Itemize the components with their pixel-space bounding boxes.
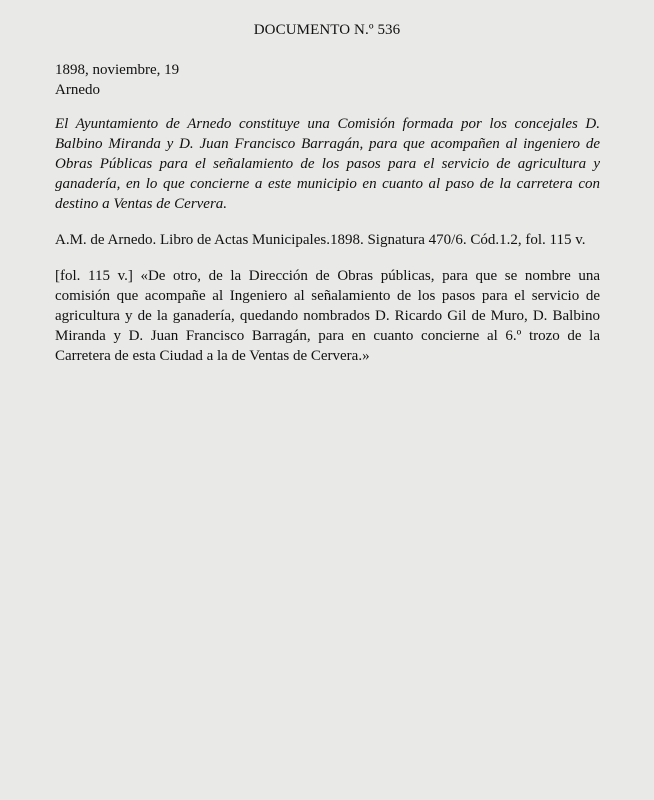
document-title: DOCUMENTO N.º 536 <box>253 22 401 38</box>
document-date: 1898, noviembre, 19 <box>55 62 180 78</box>
document-transcription: [fol. 115 v.] «De otro, de la Dirección de Obras públicas, para que se nombre una comisión que acompañe al Ingeniero al señalamiento de los pasos para el servicio de agricultura y de la ganadería, quedando nombrados D. Ricardo Gil de Muro, D. Balbino Miranda y D. Juan Francisco Barragán, para en cuanto concierne al 6.º trozo de la Carretera de esta Ciudad a la de Ventas de Cervera.» <box>55 268 600 364</box>
document-place: Arnedo <box>55 82 100 98</box>
document-body <box>55 60 600 366</box>
document-summary: El Ayuntamiento de Arnedo constituye una Comisión formada por los concejales D. Balbino Miranda y D. Juan Francisco Barragán, para que acompañen al ingeniero de Obras Públicas para el señalamiento de los pasos para el servicio de agricultura y ganadería, en lo que concierne a este municipio en cuanto al paso de la carretera con destino a Ventas de Cervera. <box>55 116 600 212</box>
archival-source: A.M. de Arnedo. Libro de Actas Municipales.1898. Signatura 470/6. Cód.1.2, fol. 115 v. <box>55 232 586 248</box>
